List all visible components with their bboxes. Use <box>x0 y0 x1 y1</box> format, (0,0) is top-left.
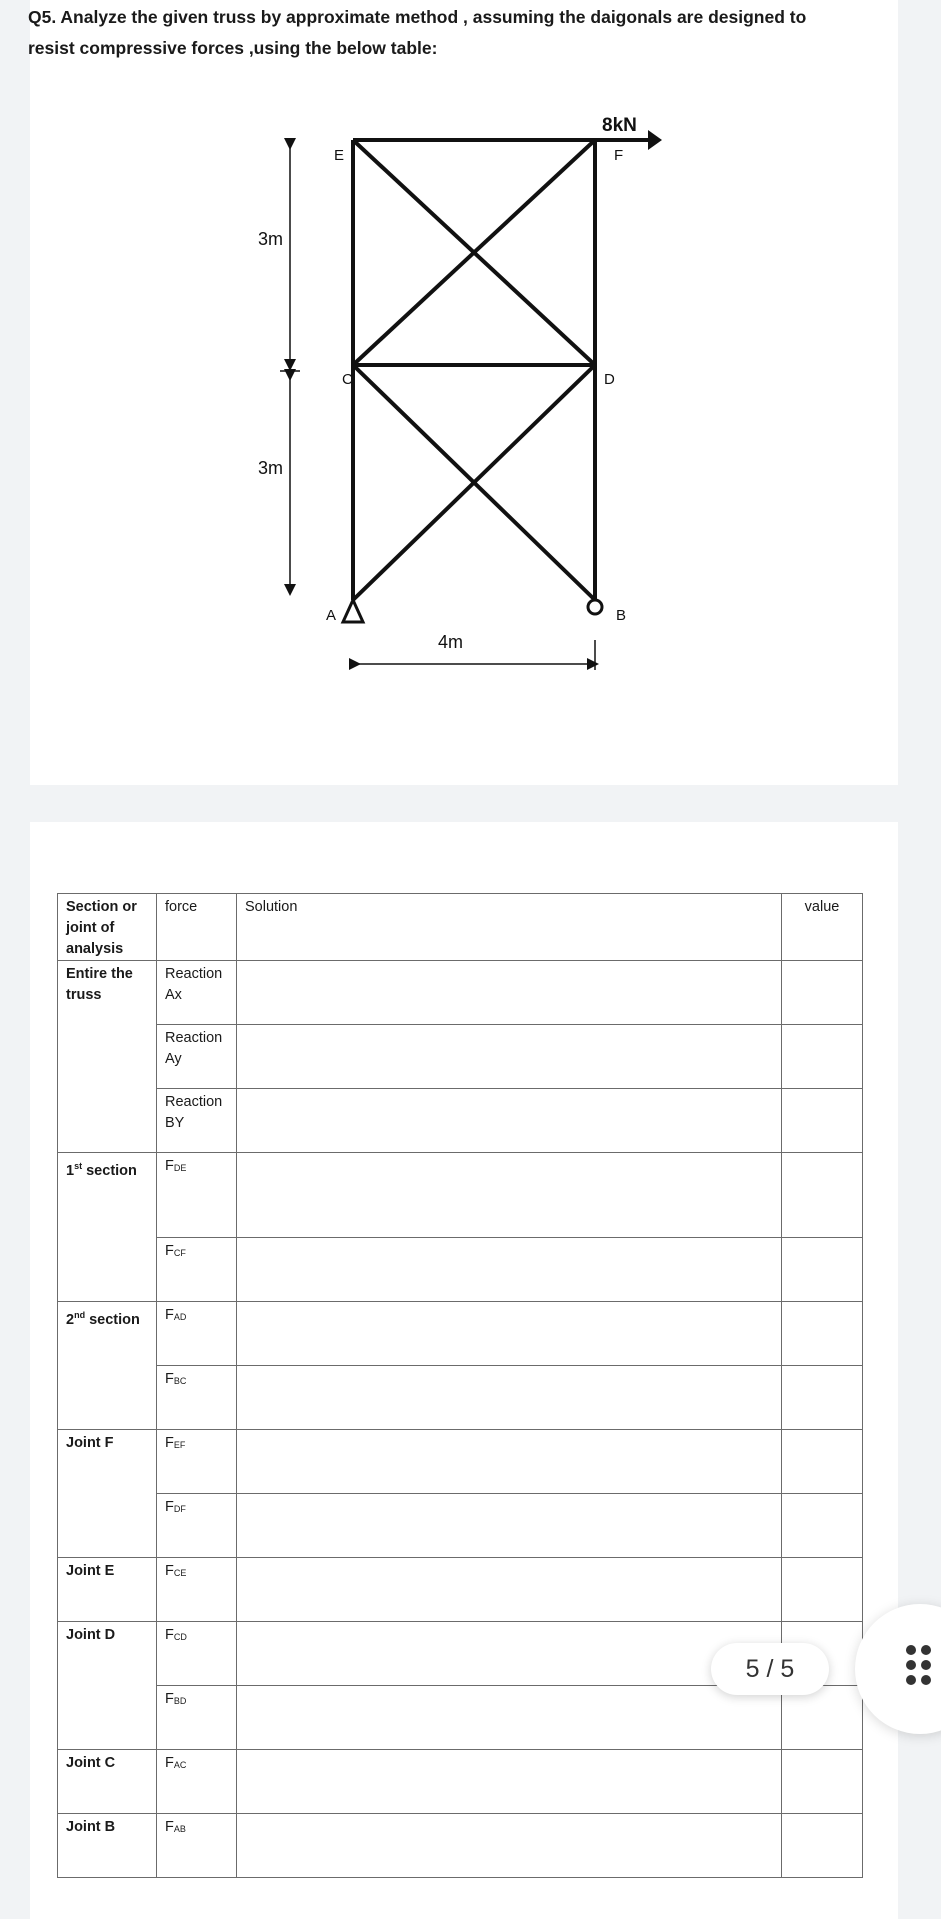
pin-support-a <box>343 600 363 622</box>
force-cell: $F_{BD}$ <box>157 1686 237 1750</box>
dim-lower-label: 3m <box>258 458 284 478</box>
solution-cell <box>237 1025 782 1089</box>
force-cell: $F_{DE}$ <box>157 1153 237 1238</box>
solution-cell <box>237 1153 782 1238</box>
section-cell: Joint F <box>58 1430 157 1558</box>
force-cell: Reaction Ax <box>157 961 237 1025</box>
table-row <box>58 1238 863 1302</box>
value-cell <box>782 1089 863 1153</box>
grid-dots-icon[interactable] <box>906 1645 936 1685</box>
solution-cell <box>237 1622 782 1686</box>
value-cell <box>782 1430 863 1494</box>
value-cell <box>782 961 863 1025</box>
force-cell: Reaction Ay <box>157 1025 237 1089</box>
section-cell: Joint C <box>58 1750 157 1814</box>
table-row <box>58 961 863 1025</box>
force-cell: $F_{AB}$ <box>157 1814 237 1878</box>
header-value: value <box>782 894 863 961</box>
section-cell: 2nd section <box>58 1302 157 1430</box>
header-solution: Solution <box>237 894 782 961</box>
table-row <box>58 1494 863 1558</box>
table-row <box>58 1750 863 1814</box>
force-cell: $F_{BC}$ <box>157 1366 237 1430</box>
table-row <box>58 1089 863 1153</box>
value-cell <box>782 1238 863 1302</box>
solution-cell <box>237 1814 782 1878</box>
value-cell <box>782 1558 863 1622</box>
table-row <box>58 1430 863 1494</box>
value-cell <box>782 1814 863 1878</box>
table-row <box>58 1814 863 1878</box>
table-row <box>58 1153 863 1238</box>
table-row <box>58 1302 863 1366</box>
solution-cell <box>237 1366 782 1430</box>
force-cell: $F_{CE}$ <box>157 1558 237 1622</box>
load-label: 8kN <box>602 115 637 136</box>
value-cell <box>782 1025 863 1089</box>
header-section: Section or joint of analysis <box>58 894 157 961</box>
truss-diagram <box>0 0 941 700</box>
question-line-1: Q5. Analyze the given truss by approximate method , assuming the daigonals are designed to <box>28 7 807 27</box>
node-label-a: A <box>326 607 337 624</box>
node-label-d: D <box>604 371 615 388</box>
solution-cell <box>237 961 782 1025</box>
solution-cell <box>237 1430 782 1494</box>
node-label-b: B <box>616 607 627 624</box>
header-force: force <box>157 894 237 961</box>
section-cell: Joint E <box>58 1558 157 1622</box>
force-cell: $F_{EF}$ <box>157 1430 237 1494</box>
analysis-table <box>57 893 863 1878</box>
force-cell: $F_{AD}$ <box>157 1302 237 1366</box>
solution-cell <box>237 1686 782 1750</box>
dimension-vertical <box>280 144 300 590</box>
page-indicator[interactable]: 5 / 5 <box>711 1643 829 1695</box>
force-cell: $F_{CD}$ <box>157 1622 237 1686</box>
dimension-horizontal <box>355 640 595 670</box>
value-cell <box>782 1302 863 1366</box>
force-cell: $F_{DF}$ <box>157 1494 237 1558</box>
value-cell <box>782 1366 863 1430</box>
section-cell: Joint B <box>58 1814 157 1878</box>
value-cell <box>782 1686 863 1750</box>
section-cell: 1st section <box>58 1153 157 1302</box>
solution-cell <box>237 1750 782 1814</box>
table-header-row <box>58 894 863 961</box>
solution-cell <box>237 1238 782 1302</box>
solution-cell <box>237 1558 782 1622</box>
truss-members <box>353 140 595 600</box>
force-cell: $F_{CF}$ <box>157 1238 237 1302</box>
roller-support-b <box>588 600 602 614</box>
solution-cell <box>237 1302 782 1366</box>
table-row <box>58 1558 863 1622</box>
section-cell: Joint D <box>58 1622 157 1750</box>
table-row <box>58 1686 863 1750</box>
solution-cell <box>237 1494 782 1558</box>
table-row <box>58 1025 863 1089</box>
value-cell <box>782 1494 863 1558</box>
node-label-e: E <box>334 147 345 164</box>
value-cell <box>782 1750 863 1814</box>
solution-cell <box>237 1089 782 1153</box>
force-cell: Reaction BY <box>157 1089 237 1153</box>
question-line-2: resist compressive forces ,using the below table: <box>28 38 438 58</box>
force-cell: $F_{AC}$ <box>157 1750 237 1814</box>
section-cell: Entire the truss <box>58 961 157 1153</box>
dim-upper-label: 3m <box>258 229 284 249</box>
table-row <box>58 1366 863 1430</box>
dim-width-label: 4m <box>438 632 464 652</box>
value-cell <box>782 1153 863 1238</box>
node-label-f: F <box>614 147 624 164</box>
node-label-c: C <box>342 371 353 388</box>
